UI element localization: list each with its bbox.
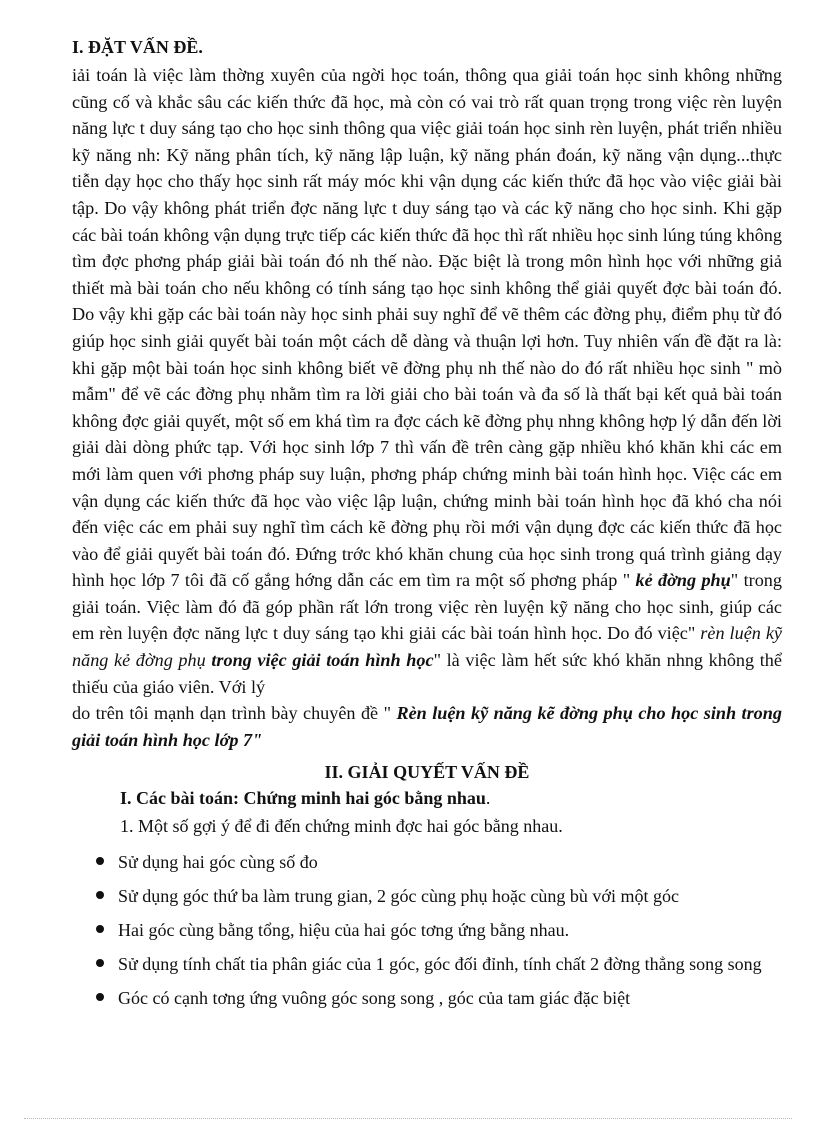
emphasis-giai-toan-hinh-hoc: trong việc giải toán hình học <box>205 650 434 671</box>
bullet-icon <box>96 925 104 933</box>
list-item <box>72 917 782 943</box>
subsection-title-text: I. Các bài toán: Chứng minh hai góc bằng nhau <box>120 788 486 809</box>
closing-paragraph <box>72 700 782 753</box>
section-heading-giai-quyet: II. GIẢI QUYẾT VẤN ĐỀ <box>324 762 530 783</box>
subsection-title <box>120 785 782 811</box>
section-heading-dat-van-de: I. ĐẶT VẤN ĐỀ. <box>72 37 203 57</box>
list-item-text: Sử dụng góc thứ ba làm trung gian, 2 góc cùng phụ hoặc cùng bù với một góc <box>118 886 679 907</box>
topic-title-emphasis: Rèn luện kỹ năng kẽ đờng phụ cho học sinh trong giải toán hình học lớp 7" <box>72 703 782 750</box>
bullet-icon <box>96 993 104 1001</box>
closing-text: do trên tôi mạnh dạn trình bày chuyên đề " <box>72 703 391 724</box>
page-bottom-divider <box>24 1118 792 1119</box>
intro-text-part-3: " là việc làm hết sức khó khăn nhng không thể thiếu của giáo viên. Với lý <box>72 650 782 697</box>
intro-text-part-2: " trong giải toán. Việc làm đó đã góp phần rất lớn trong việc rèn luyện kỹ năng cho học sinh, giúp các em rèn luyện đợc năng lực t duy sáng tạo khi giải các bài toán hình học. Do đó việc" <box>72 570 782 644</box>
hint-intro: 1. Một số gợi ý để đi đến chứng minh đợc hai góc bằng nhau. <box>120 816 563 837</box>
list-item <box>72 985 782 1011</box>
list-item <box>72 849 782 875</box>
list-item-text: Góc có cạnh tơng ứng vuông góc song song , góc của tam giác đặc biệt <box>118 988 631 1009</box>
list-item <box>72 951 782 977</box>
bullet-icon <box>96 959 104 967</box>
subsection-title-period: . <box>485 788 491 809</box>
list-item-text: Hai góc cùng bằng tổng, hiệu của hai góc tơng ứng bằng nhau. <box>118 920 570 941</box>
document-page <box>72 34 782 1019</box>
bullet-icon <box>96 857 104 865</box>
intro-text-part-1: iải toán là việc làm thờng xuyên của ngời học toán, thông qua giải toán học sinh không những cũng cố và khắc sâu các kiến thức đã học, mà còn có vai trò rất quan trọng trong việc rèn luyện năng lực t duy sáng tạo cho học sinh thông qua việc giải toán học sinh rèn luyện, phát triển nhiều kỹ năng nh: Kỹ năng phân tích, kỹ năng lập luận, kỹ năng phán đoán, kỹ năng vận dụng...thực tiễn dạy học cho thấy học sinh rất máy móc khi vận dụng các kiến thức đã học vào việc giải bài tập. Do vậy không phát triển đợc năng lực t duy sáng tạo và các kỹ năng cho học sinh. Khi gặp các bài toán không vận dụng trực tiếp các kiến thức đã học thì rất nhiều học sinh lúng túng không tìm đợc phơng pháp giải bài toán đó nh thế nào. Đặc biệt là trong môn hình học với những giả thiết mà bài toán cho nếu không có tính sáng tạo học sinh không thể giải quyết đợc bài toán đó. Do vậy khi gặp các bài toán này học sinh phải suy nghĩ để vẽ thêm các đờng phụ, điểm phụ từ đó giúp học sinh giải quyết bài toán một cách dễ dàng và thuận lợi hơn. Tuy nhiên vấn đề đặt ra là: khi gặp một bài toán học sinh không biết vẽ đờng phụ nh thế nào do đó rất nhiều học sinh " mò mẫm" để vẽ các đờng phụ nhằm tìm ra lời giải cho bài toán và đa số là thất bại kết quả bài toán không đợc giải quyết, một số em khá tìm ra đợc cách kẽ đờng phụ nhng không hợp lý dẫn đến lời giải dài dòng phức tạp. Với học sinh lớp 7 thì vấn đề trên càng gặp nhiều khó khăn khi các em mới làm quen với phơng pháp suy luận, phơng pháp chứng minh bài toán hình học. Việc các em vận dụng các kiến thức đã học vào việc lập luận, chứng minh bài toán hình học đã khó cha nói đến việc các em phải suy nghĩ tìm cách kẽ đờng phụ rồi mới vận dụng đợc các kiến thức đã học vào để giải quyết bài toán đó. Đứng trớc khó khăn chung của học sinh trong quá trình giảng dạy hình học lớp 7 tôi đã cố gắng hớng dẫn các em tìm ra một số phơng pháp " <box>72 65 782 591</box>
list-item-text: Sử dụng tính chất tia phân giác của 1 góc, góc đối đỉnh, tính chất 2 đờng thẳng song song <box>118 954 762 975</box>
list-item <box>72 883 782 909</box>
intro-paragraph <box>72 62 782 700</box>
emphasis-ren-luyen-italic: rèn luện kỹ năng kẻ đờng phụ <box>72 623 782 671</box>
list-item-text: Sử dụng hai góc cùng số đo <box>118 852 318 873</box>
bullet-icon <box>96 891 104 899</box>
hint-list <box>72 849 782 1011</box>
emphasis-ke-duong-phu: kẻ đờng phụ <box>630 570 731 591</box>
